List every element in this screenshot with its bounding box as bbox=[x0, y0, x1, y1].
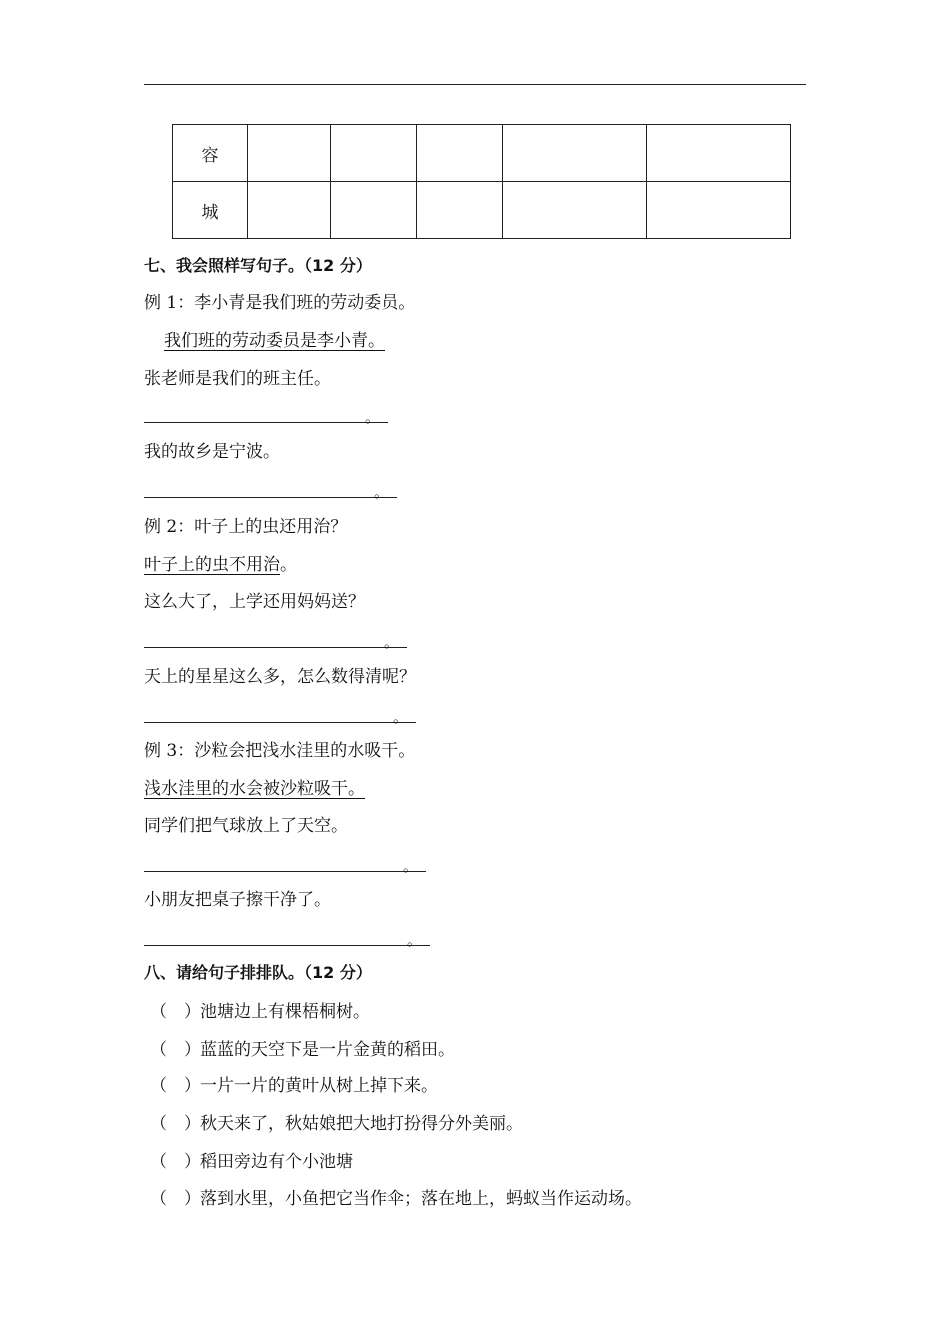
answer-cell[interactable] bbox=[248, 182, 331, 239]
example-1-answer: 我们班的劳动委员是李小青。 bbox=[164, 331, 385, 351]
order-blank[interactable]: （ ） bbox=[150, 1152, 201, 1172]
sentence: 秋天来了，秋姑娘把大地打扮得分外美丽。 bbox=[200, 1114, 523, 1134]
order-blank[interactable]: （ ） bbox=[150, 1114, 201, 1134]
list-item bbox=[150, 1001, 370, 1023]
example-2-answer bbox=[144, 554, 297, 576]
character-table bbox=[172, 124, 791, 239]
question-5: 同学们把气球放上了天空。 bbox=[144, 816, 348, 836]
table-row bbox=[173, 182, 791, 239]
answer-line-3[interactable] bbox=[144, 625, 407, 651]
sentence: 稻田旁边有个小池塘 bbox=[200, 1152, 353, 1172]
list-item bbox=[150, 1151, 353, 1173]
question-2: 我的故乡是宁波。 bbox=[144, 442, 280, 462]
example-2-answer-text: 叶子上的虫不用治 bbox=[144, 555, 280, 575]
answer-line-6[interactable] bbox=[144, 923, 430, 949]
list-item bbox=[150, 1075, 438, 1097]
example-1-label: 例 1：李小青是我们班的劳动委员。 bbox=[144, 293, 416, 313]
header-rule bbox=[144, 84, 806, 85]
order-blank[interactable]: （ ） bbox=[150, 1189, 201, 1209]
list-item bbox=[150, 1113, 523, 1135]
period: 。 bbox=[383, 633, 399, 651]
sentence: 池塘边上有棵梧桐树。 bbox=[200, 1002, 370, 1022]
order-blank[interactable]: （ ） bbox=[150, 1002, 201, 1022]
period: 。 bbox=[402, 857, 418, 875]
answer-cell[interactable] bbox=[331, 125, 417, 182]
answer-cell[interactable] bbox=[647, 182, 791, 239]
period: 。 bbox=[280, 555, 297, 575]
answer-cell[interactable] bbox=[503, 182, 647, 239]
sentence: 落到水里，小鱼把它当作伞；落在地上，蚂蚁当作运动场。 bbox=[200, 1189, 642, 1209]
answer-cell[interactable] bbox=[417, 125, 503, 182]
section-7-title: 七、我会照样写句子。（12 分） bbox=[144, 256, 372, 275]
list-item bbox=[150, 1188, 642, 1210]
period: 。 bbox=[406, 931, 422, 949]
question-1: 张老师是我们的班主任。 bbox=[144, 369, 331, 389]
answer-line-1[interactable] bbox=[144, 400, 388, 426]
answer-line-4[interactable] bbox=[144, 700, 416, 726]
example-2-label: 例 2：叶子上的虫还用治？ bbox=[144, 517, 348, 537]
question-3: 这么大了，上学还用妈妈送？ bbox=[144, 592, 365, 612]
list-item bbox=[150, 1039, 455, 1061]
order-blank[interactable]: （ ） bbox=[150, 1076, 201, 1096]
answer-cell[interactable] bbox=[503, 125, 647, 182]
table-row bbox=[173, 125, 791, 182]
answer-line-5[interactable] bbox=[144, 849, 426, 875]
period: 。 bbox=[392, 708, 408, 726]
example-3-label: 例 3：沙粒会把浅水洼里的水吸干。 bbox=[144, 741, 416, 761]
question-6: 小朋友把桌子擦干净了。 bbox=[144, 890, 331, 910]
row-label: 容 bbox=[173, 125, 248, 182]
section-8-title: 八、请给句子排排队。（12 分） bbox=[144, 963, 372, 982]
sentence: 一片一片的黄叶从树上掉下来。 bbox=[200, 1076, 438, 1096]
answer-cell[interactable] bbox=[417, 182, 503, 239]
row-label: 城 bbox=[173, 182, 248, 239]
sentence: 蓝蓝的天空下是一片金黄的稻田。 bbox=[200, 1040, 455, 1060]
order-blank[interactable]: （ ） bbox=[150, 1040, 201, 1060]
example-3-answer: 浅水洼里的水会被沙粒吸干。 bbox=[144, 779, 365, 799]
period: 。 bbox=[364, 408, 380, 426]
period: 。 bbox=[373, 483, 389, 501]
answer-cell[interactable] bbox=[248, 125, 331, 182]
answer-line-2[interactable] bbox=[144, 475, 397, 501]
question-4: 天上的星星这么多，怎么数得清呢？ bbox=[144, 667, 416, 687]
answer-cell[interactable] bbox=[331, 182, 417, 239]
answer-cell[interactable] bbox=[647, 125, 791, 182]
